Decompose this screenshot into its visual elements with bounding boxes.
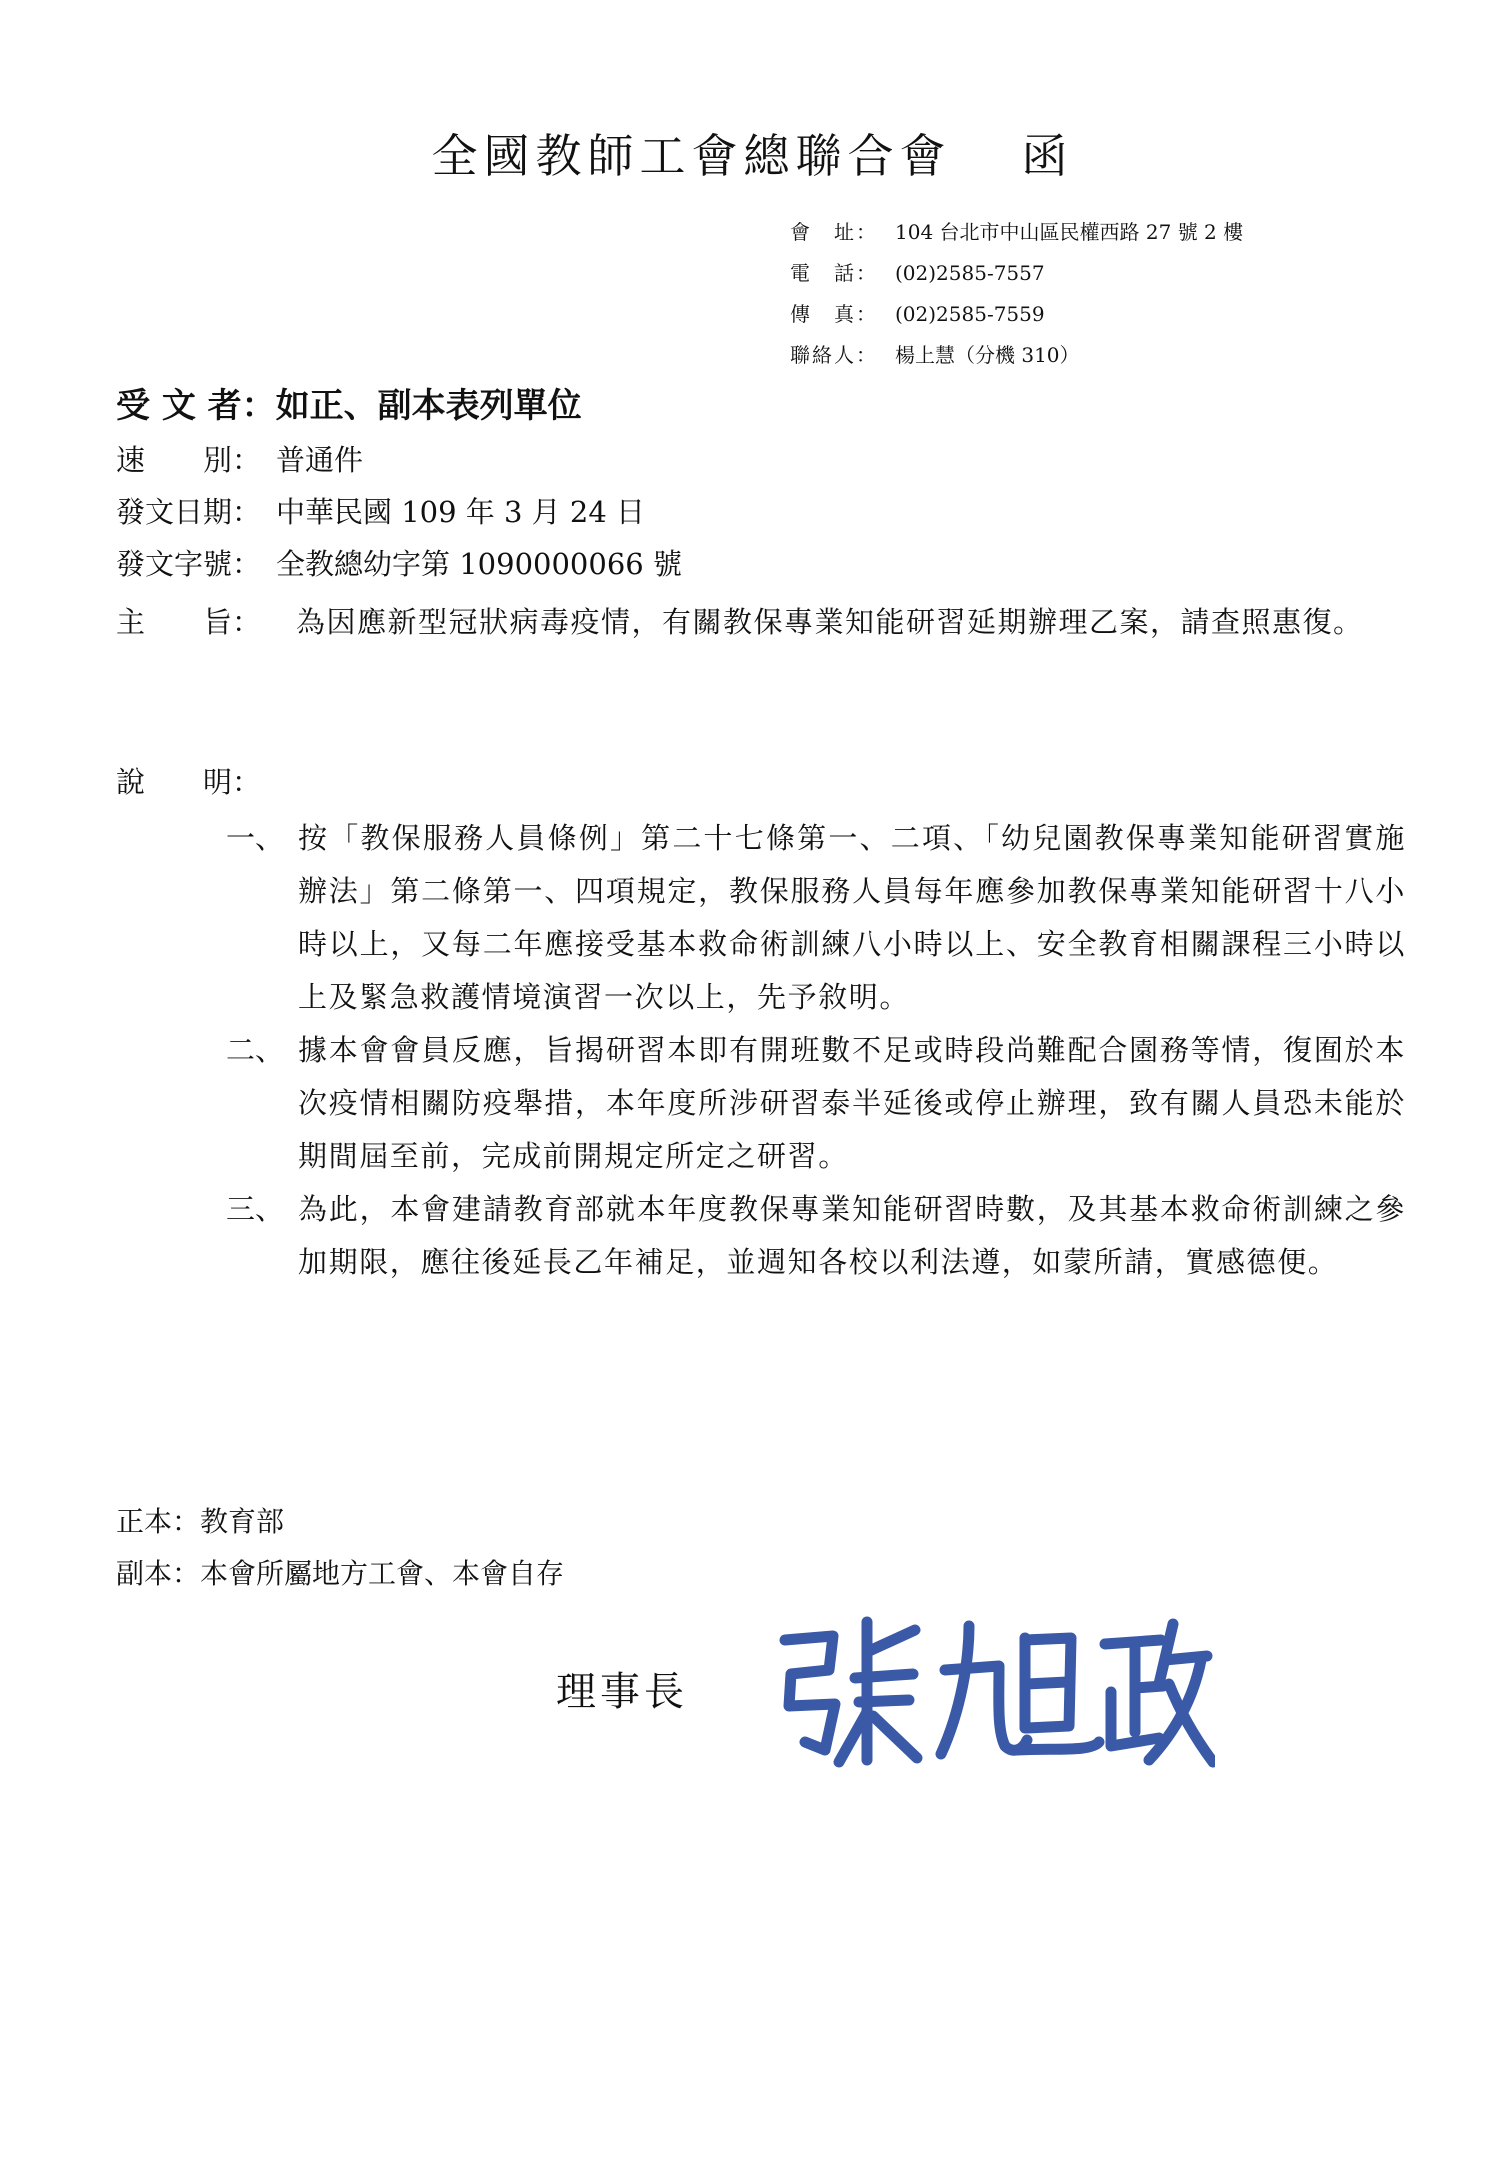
doc-type: 函 [1021, 129, 1074, 183]
signer-title: 理事長 [556, 1669, 688, 1715]
subject-block [116, 596, 1406, 648]
contact-phone [790, 253, 1243, 294]
subject-text: 為因應新型冠狀病毒疫情，有關教保專業知能研習延期辦理乙案，請查照惠復。 [296, 605, 1364, 639]
person-value: 楊上慧（分機 310） [895, 343, 1080, 367]
speed-value: 普通件 [276, 443, 364, 477]
fax-value: (02)2585-7559 [895, 302, 1045, 326]
number-label: 發文字號： [116, 547, 262, 581]
explanation-item-2 [226, 1024, 1406, 1183]
fax-label: 傳 真： [790, 302, 878, 326]
number-value: 全教總幼字第 1090000066 號 [276, 547, 682, 581]
explanation-item-1 [226, 812, 1406, 1024]
date-value: 中華民國 109 年 3 月 24 日 [276, 495, 646, 529]
explanation-item-3 [226, 1183, 1406, 1289]
item-text: 為此，本會建請教育部就本年度教保專業知能研習時數，及其基本救命術訓練之參加期限，應往後延長乙年補足，並週知各校以利法遵，如蒙所請，實感德便。 [298, 1192, 1406, 1279]
subject-label: 主 旨： [116, 605, 262, 639]
copy-recipients [116, 1548, 564, 1600]
contact-block [790, 212, 1243, 376]
item-number: 一、 [226, 821, 285, 855]
person-label: 聯絡人： [790, 343, 878, 367]
document-title [0, 120, 1505, 186]
item-text: 按「教保服務人員條例」第二十七條第一、二項、「幼兒園教保專業知能研習實施辦法」第二條第一、四項規定，教保服務人員每年應參加教保專業知能研習十八小時以上，又每二年應接受基本救命術訓練八小時以上、安全教育相關課程三小時以上及緊急救護情境演習一次以上，先予敘明。 [298, 821, 1406, 1014]
address-value: 104 台北市中山區民權西路 27 號 2 樓 [895, 220, 1244, 244]
date-row [116, 490, 645, 531]
speed-label: 速 別： [116, 443, 262, 477]
copy-value: 本會所屬地方工會、本會自存 [200, 1557, 565, 1590]
date-label: 發文日期： [116, 495, 262, 529]
original-label: 正本： [116, 1505, 201, 1538]
explanation-label: 說 明： [116, 765, 262, 799]
explanation-items [226, 812, 1406, 1289]
number-row [116, 542, 682, 583]
item-number: 二、 [226, 1033, 285, 1067]
org-title: 全國教師工會總聯合會 [431, 129, 952, 183]
phone-label: 電 話： [790, 261, 878, 285]
copy-label: 副本： [116, 1557, 201, 1590]
original-recipient [116, 1496, 564, 1548]
recipient-value: 如正、副本表列單位 [275, 386, 582, 426]
item-number: 三、 [226, 1192, 285, 1226]
signature-image [755, 1600, 1215, 1780]
recipient-label: 受 文 者： [116, 386, 276, 426]
recipient-row [116, 378, 582, 427]
contact-address [790, 212, 1243, 253]
contact-person [790, 335, 1243, 376]
distribution-block [116, 1496, 564, 1600]
item-text: 據本會會員反應，旨揭研習本即有開班數不足或時段尚難配合園務等情，復囿於本次疫情相關防疫舉措，本年度所涉研習泰半延後或停止辦理，致有關人員恐未能於期間屆至前，完成前開規定所定之研習。 [298, 1033, 1406, 1173]
address-label: 會 址： [790, 220, 878, 244]
contact-fax [790, 294, 1243, 335]
phone-value: (02)2585-7557 [895, 261, 1045, 285]
original-value: 教育部 [200, 1505, 285, 1538]
speed-row [116, 438, 363, 479]
